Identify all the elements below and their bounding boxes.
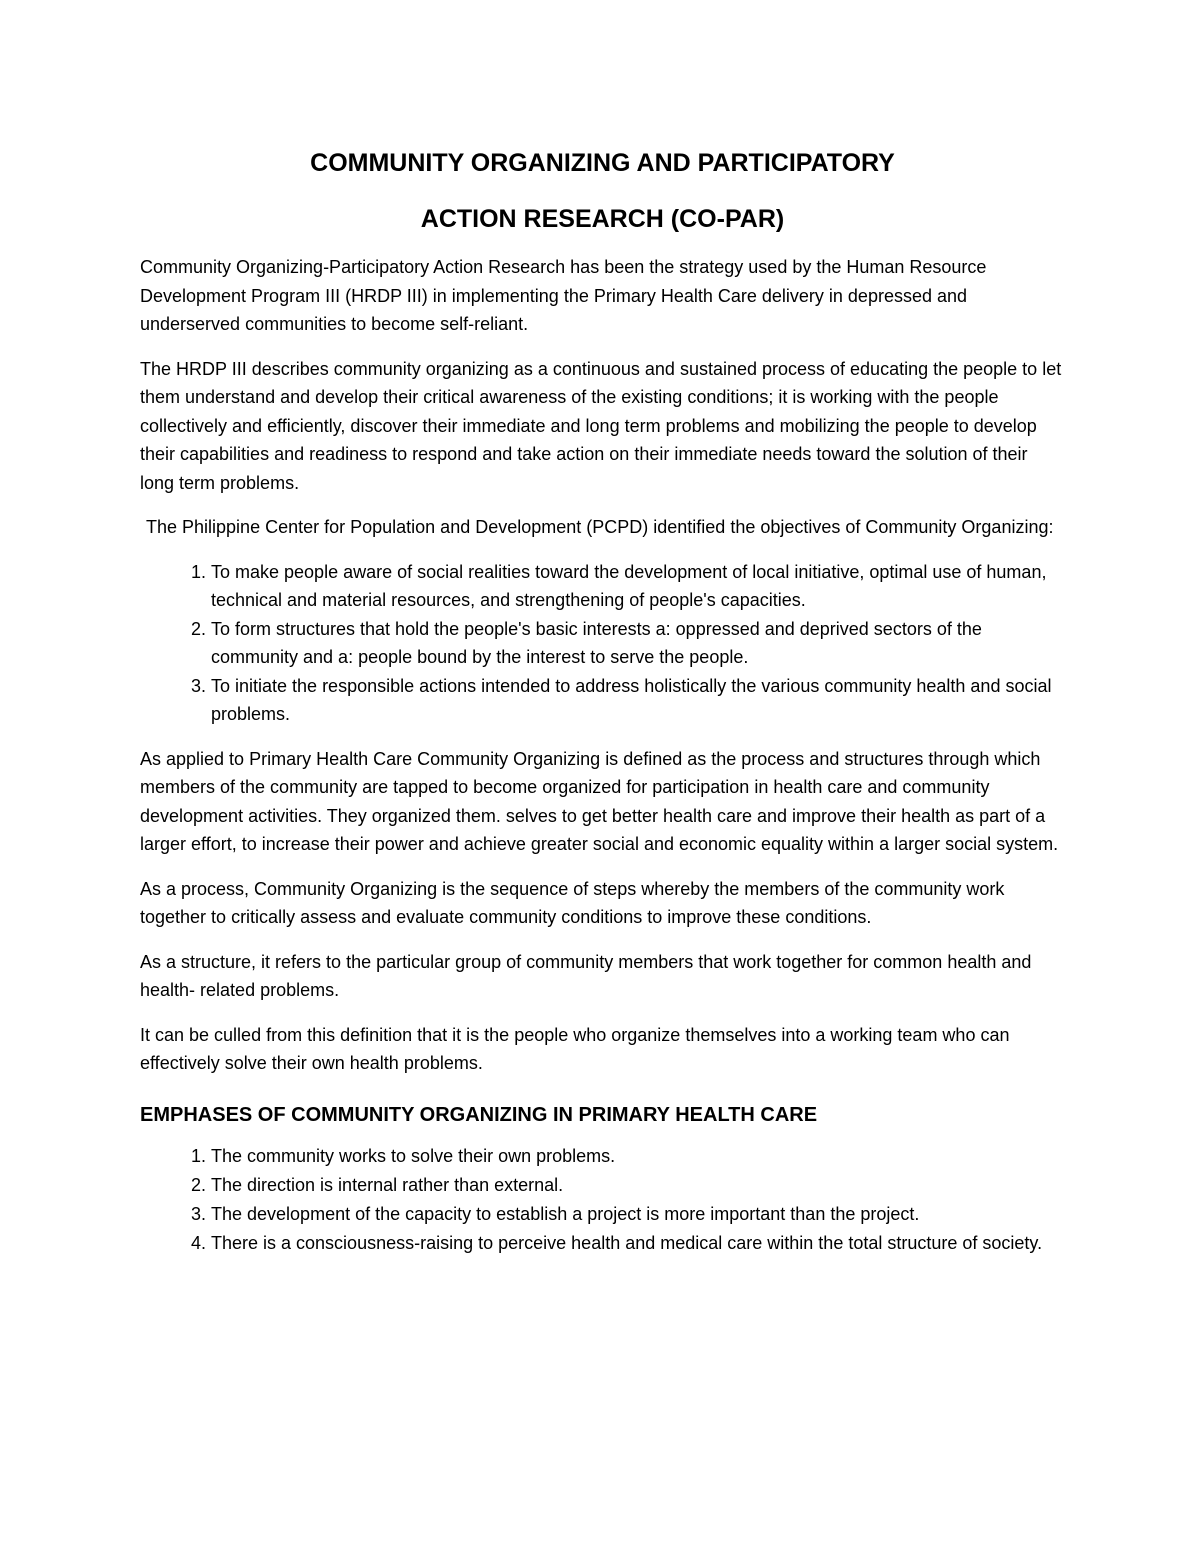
- intro-paragraph-2: The HRDP III describes community organizing as a continuous and sustained process of educating the people to let them understand and develop their critical awareness of the existing conditions; it is working with the people collectively and efficiently, discover their immediate and long term problems and mobilizing the people to develop their capabilities and readiness to respond and take action on their immediate needs toward the solution of their long term problems.: [140, 358, 1062, 493]
- intro-paragraph-1: Community Organizing-Participatory Action Research has been the strategy used by the Human Resource Development Program III (HRDP III) in implementing the Primary Health Care delivery in depressed and underserved communities to become self-reliant.: [140, 257, 987, 334]
- intro-paragraph-3: The Philippine Center for Population and Development (PCPD) identified the objectives of Community Organizing:: [146, 517, 1054, 537]
- body-paragraph-2: As a process, Community Organizing is the sequence of steps whereby the members of the community work together to critically assess and evaluate community conditions to improve these conditions.: [140, 878, 1005, 927]
- body-paragraph-3: As a structure, it refers to the particular group of community members that work together for common health and health- related problems.: [140, 951, 1032, 1000]
- emphasis-item: 2. The direction is internal rather than external.: [211, 1171, 1065, 1200]
- emphasis-item: 4. There is a consciousness-raising to perceive health and medical care within the total structure of society.: [211, 1229, 1065, 1258]
- objective-item: 3. To initiate the responsible actions intended to address holistically the various community health and social problems.: [211, 672, 1065, 729]
- objective-item: 1. To make people aware of social realities toward the development of local initiative, optimal use of human, technical and material resources, and strengthening of people's capacities.: [211, 558, 1065, 615]
- body-paragraph-1: As applied to Primary Health Care Community Organizing is defined as the process and structures through which members of the community are tapped to become organized for participation in health care and community development activities. They organized them. selves to get better health care and improve their health as part of a larger effort, to increase their power and achieve greater social and economic equality within a larger social system.: [140, 748, 1059, 854]
- emphasis-item: 3. The development of the capacity to establish a project is more important than the project.: [211, 1200, 1065, 1229]
- emphases-heading: EMPHASES OF COMMUNITY ORGANIZING IN PRIMARY HEALTH CARE: [140, 1103, 818, 1126]
- objectives-list: [140, 558, 1065, 729]
- body-paragraph-4: It can be culled from this definition that it is the people who organize themselves into a working team who can effectively solve their own health problems.: [140, 1024, 1010, 1073]
- document-title-line-2: ACTION RESEARCH (CO-PAR): [420, 205, 785, 233]
- document-page: [140, 140, 1065, 1258]
- emphasis-item: 1. The community works to solve their own problems.: [211, 1142, 1065, 1171]
- document-title-line-1: COMMUNITY ORGANIZING AND PARTICIPATORY: [310, 149, 895, 177]
- emphases-list: [140, 1142, 1065, 1258]
- objective-item: 2. To form structures that hold the people's basic interests a: oppressed and deprived sectors of the community and a: people bound by the interest to serve the people.: [211, 615, 1065, 672]
